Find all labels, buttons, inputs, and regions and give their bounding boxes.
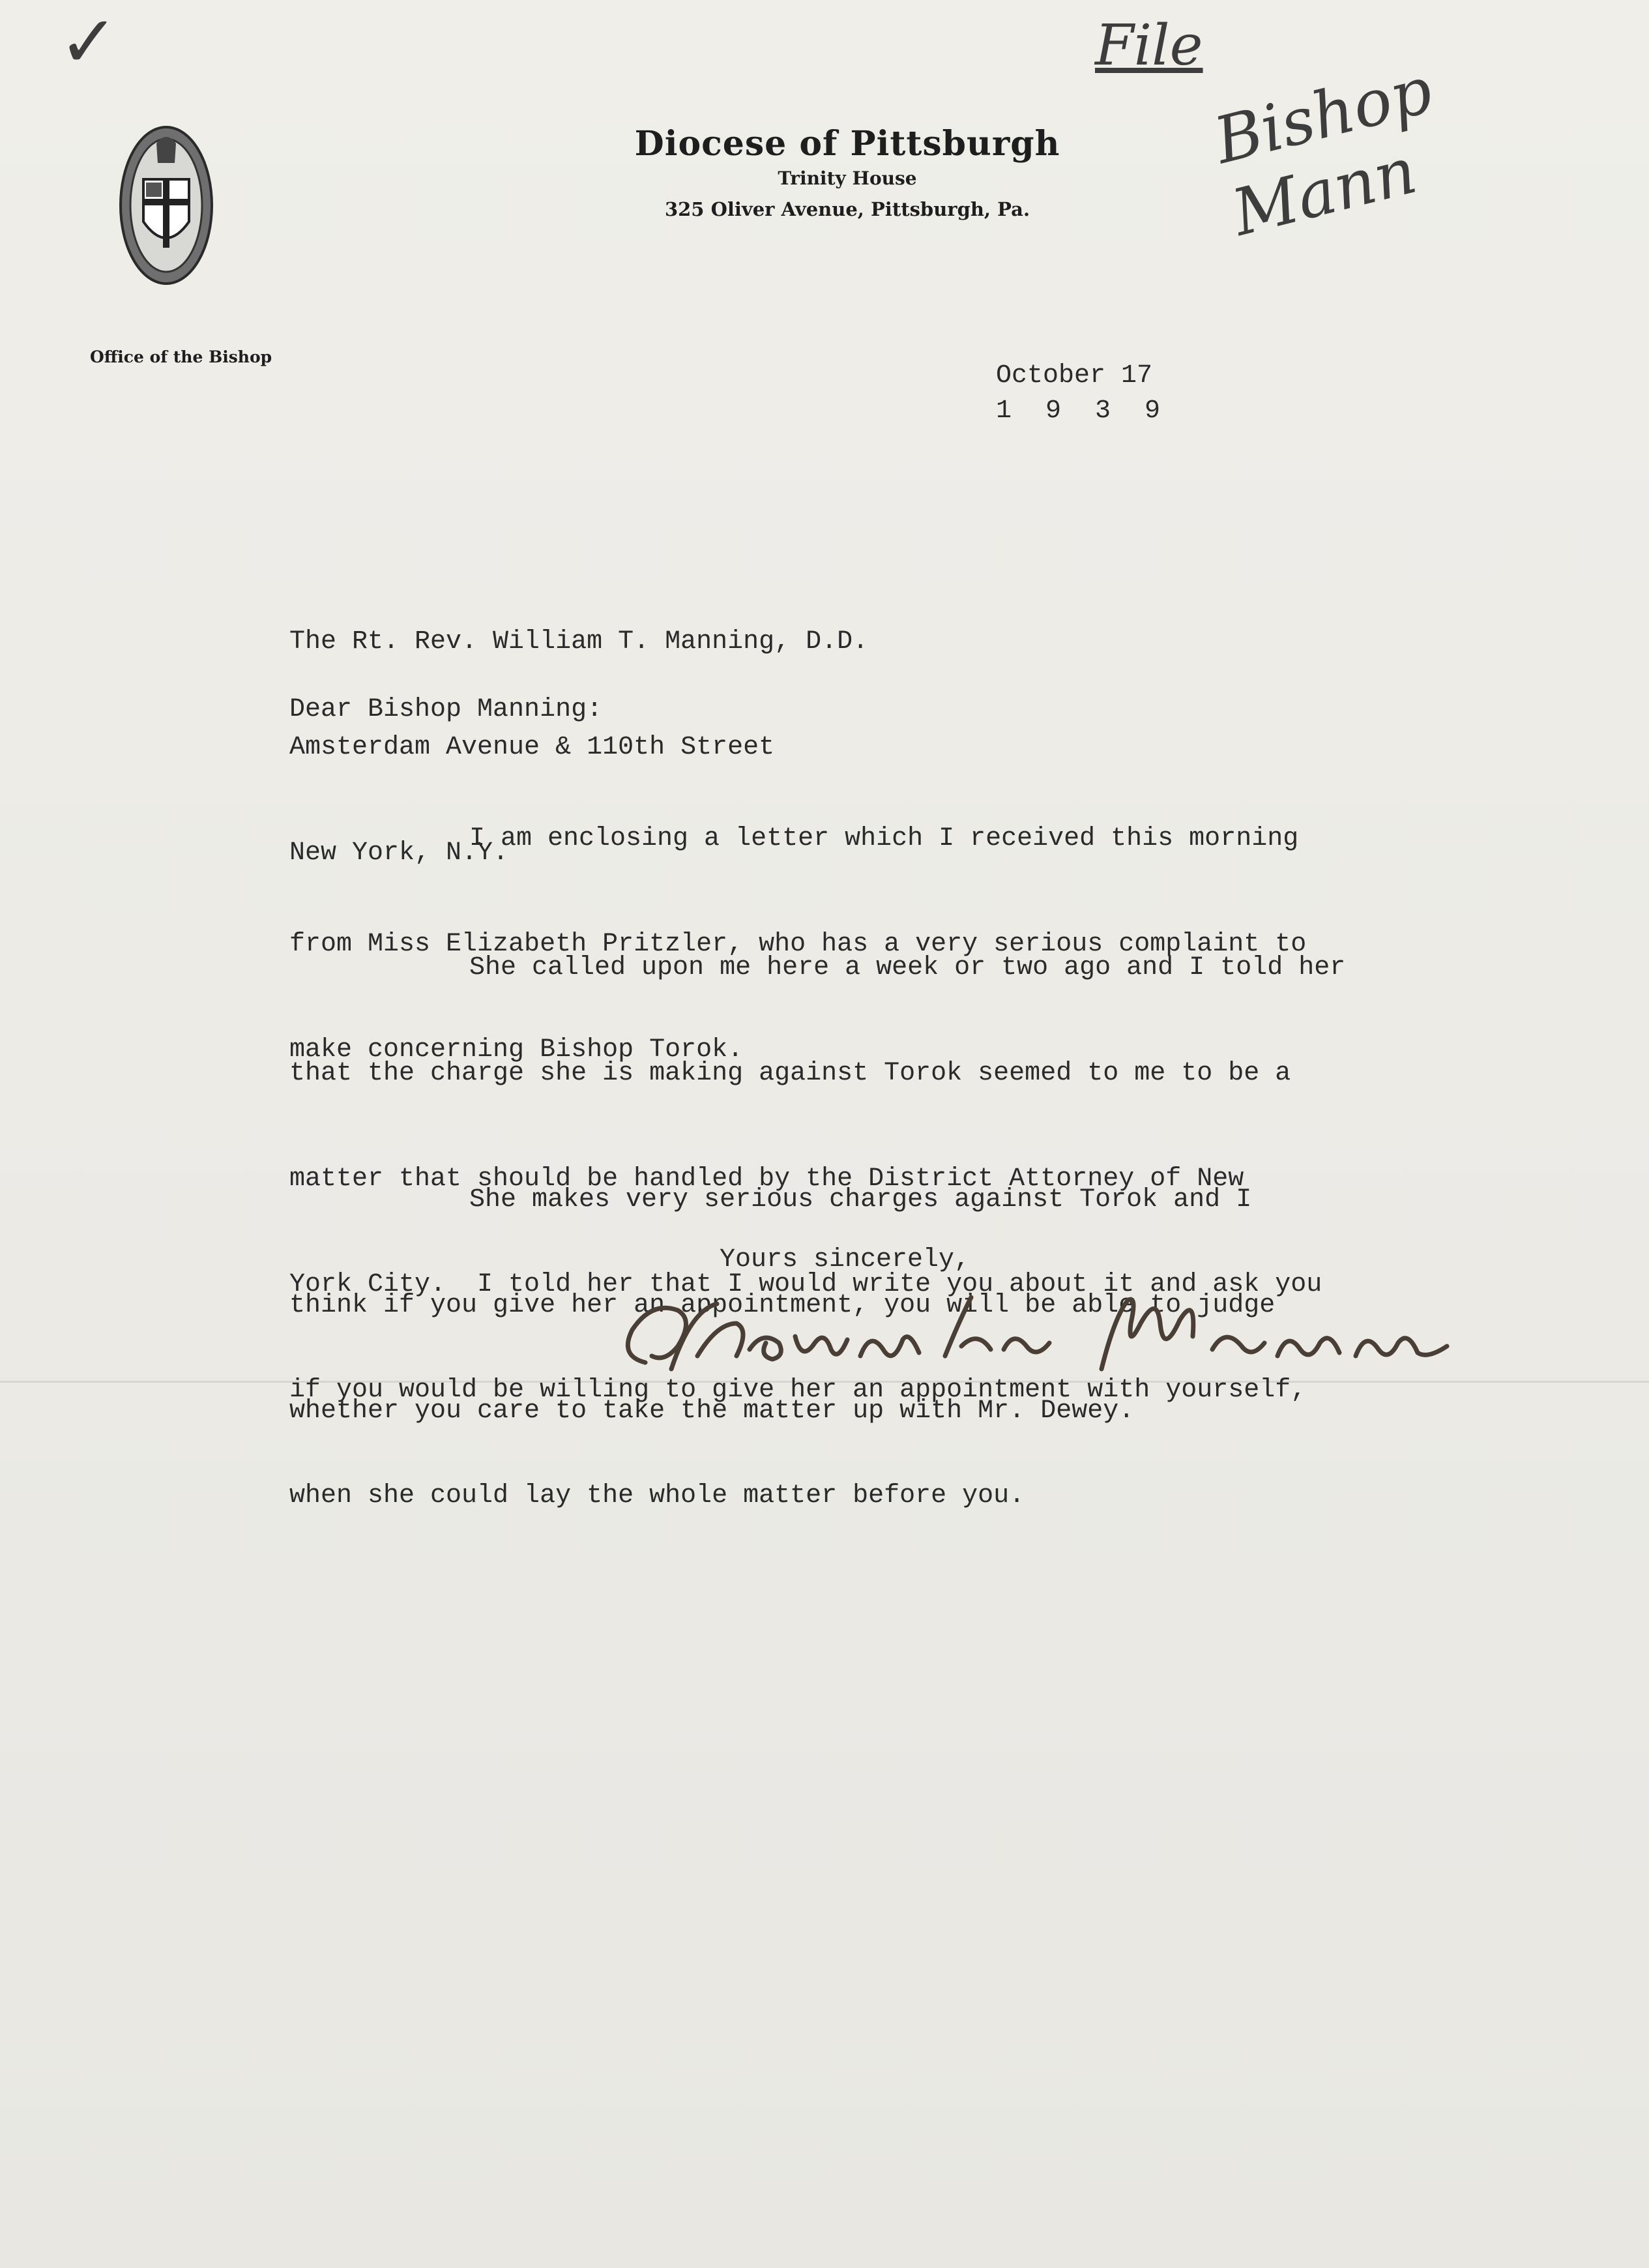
body-line: when she could lay the whole matter before you. xyxy=(289,1481,1025,1510)
body-line: that the charge she is making against Torok seemed to me to be a xyxy=(289,1059,1291,1088)
body-line: She called upon me here a week or two ago and I told her xyxy=(469,953,1346,982)
body-line: She makes very serious charges against Torok and I xyxy=(469,1185,1252,1215)
file-note: File xyxy=(1095,13,1203,78)
letterhead-address: 325 Oliver Avenue, Pittsburgh, Pa. xyxy=(664,198,1030,220)
salutation: Dear Bishop Manning: xyxy=(289,695,603,724)
letterhead xyxy=(587,124,1108,220)
body-line: if you would be willing to give her an appointment with yourself, xyxy=(289,1376,1307,1405)
body-line: think if you give her an appointment, you will be able to judge xyxy=(289,1291,1276,1320)
recipient-line: New York, N.Y. xyxy=(289,838,509,868)
body-line: York City. I told her that I would write you about it and ask you xyxy=(289,1270,1322,1299)
recipient-line: The Rt. Rev. William T. Manning, D.D. xyxy=(289,627,869,656)
body-line: from Miss Elizabeth Pritzler, who has a very serious complaint to xyxy=(289,930,1307,959)
body-line: whether you care to take the matter up with Mr. Dewey. xyxy=(289,1396,1135,1426)
diocese-seal xyxy=(117,124,215,287)
date-month-day: October 17 xyxy=(996,361,1153,390)
recipient-note: Bishop Mann xyxy=(1207,53,1440,251)
letterhead-title: Diocese of Pittsburgh xyxy=(634,124,1060,164)
office-label: Office of the Bishop xyxy=(90,347,272,366)
date-year: 1 9 3 9 xyxy=(996,396,1170,426)
body-line: make concerning Bishop Torok. xyxy=(289,1035,744,1065)
closing: Yours sincerely, xyxy=(720,1245,970,1274)
letterhead-subtitle: Trinity House xyxy=(778,168,917,189)
body-line: matter that should be handled by the District Attorney of New xyxy=(289,1164,1244,1194)
checkmark-annotation: ✓ xyxy=(59,0,119,83)
body-line: I am enclosing a letter which I received this morning xyxy=(469,824,1299,853)
signature xyxy=(606,1284,1480,1395)
recipient-line: Amsterdam Avenue & 110th Street xyxy=(289,733,775,762)
